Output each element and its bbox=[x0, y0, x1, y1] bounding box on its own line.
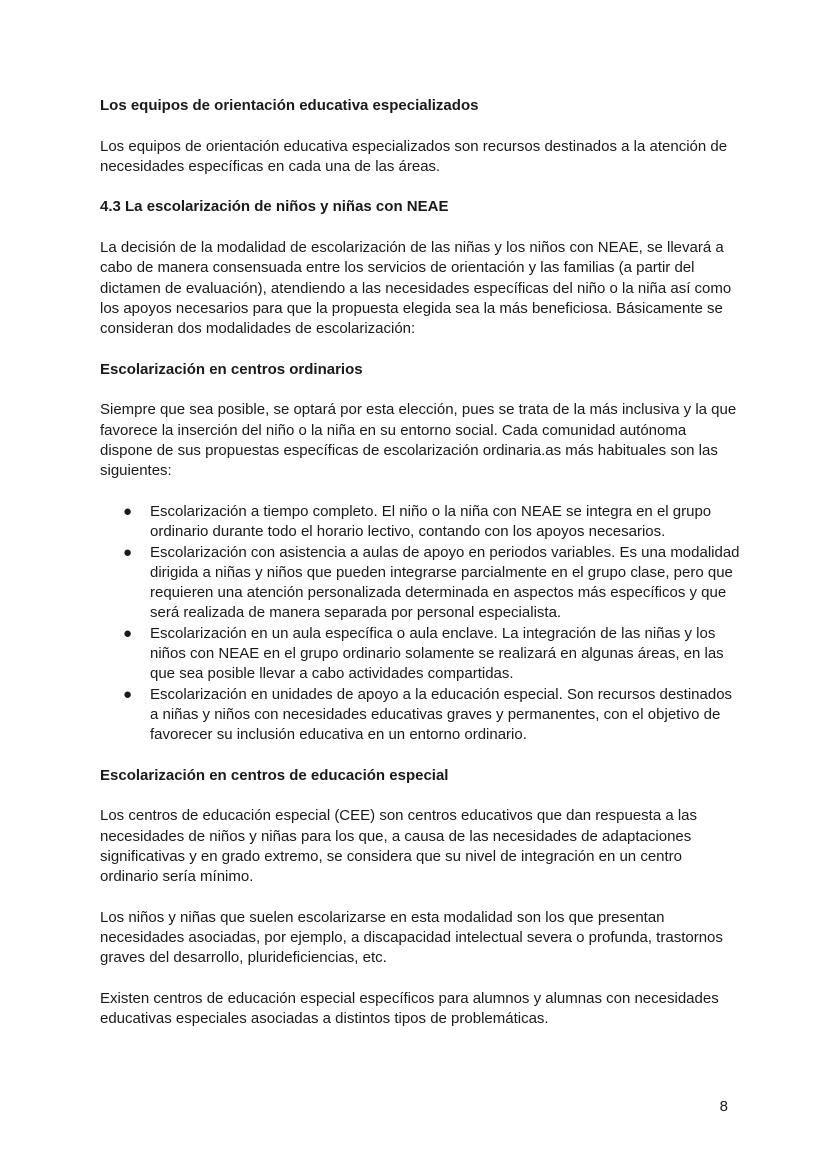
bullet-icon: ● bbox=[123, 543, 133, 561]
page-number: 8 bbox=[719, 1098, 728, 1115]
list-item bbox=[100, 502, 740, 543]
bullet-list-modalidades bbox=[100, 502, 740, 746]
bullet-icon: ● bbox=[123, 502, 133, 520]
list-item-text: Escolarización en un aula específica o aula enclave. La integración de las niñas y los niños con NEAE en el grupo ordinario solamente se realizará en algunas áreas, en las que sea posible llevar a cabo actividades compartidas. bbox=[150, 624, 724, 683]
paragraph-centros-ordinarios: Siempre que sea posible, se optará por esta elección, pues se trata de la más inclusiva y la que favorece la inserción del niño o la niña en su entorno social. Cada comunidad autónoma dispone de sus propuestas específicas de escolarización ordinaria.as más habituales son las siguientes: bbox=[100, 401, 737, 480]
paragraph-ninos-modalidad: Los niños y niñas que suelen escolarizarse en esta modalidad son los que presentan necesidades asociadas, por ejemplo, a discapacidad intelectual severa o profunda, trastornos graves del desarrollo, plurideficiencias, etc. bbox=[100, 908, 723, 967]
paragraph-equipos: Los equipos de orientación educativa especializados son recursos destinados a la atención de necesidades específicas en cada una de las áreas. bbox=[100, 137, 728, 175]
paragraph-centros-especificos: Existen centros de educación especial específicos para alumnos y alumnas con necesidades educativas especiales asociadas a distintos tipos de problemáticas. bbox=[100, 990, 719, 1028]
list-item-text: Escolarización en unidades de apoyo a la educación especial. Son recursos destinados a niñas y niños con necesidades educativas graves y permanentes, con el objetivo de favorecer su inclusión educativa en un entorno ordinario. bbox=[150, 685, 733, 744]
list-item-text: Escolarización a tiempo completo. El niño o la niña con NEAE se integra en el grupo ordinario durante todo el horario lectivo, contando con los apoyos necesarios. bbox=[150, 502, 712, 541]
section-heading-escolarizacion-neae: 4.3 La escolarización de niños y niñas con NEAE bbox=[100, 198, 449, 216]
section-heading-centros-ordinarios: Escolarización en centros ordinarios bbox=[100, 360, 363, 378]
list-item-text: Escolarización con asistencia a aulas de apoyo en periodos variables. Es una modalidad dirigida a niñas y niños que pueden integrarse parcialmente en el grupo clase, pero que requieren una atención personalizada determinada en aspectos más específicos y que será realizada de manera separada por personal especialista. bbox=[150, 543, 740, 622]
paragraph-cee: Los centros de educación especial (CEE) son centros educativos que dan respuesta a las necesidades de niños y niñas para los que, a causa de las necesidades de adaptaciones significativas y en grado extremo, se considera que su nivel de integración en un centro ordinario sería mínimo. bbox=[100, 807, 698, 886]
paragraph-modalidad: La decisión de la modalidad de escolarización de las niñas y los niños con NEAE, se llevará a cabo de manera consensuada entre los servicios de orientación y las familias (a partir del dictamen de evaluación), atendiendo a las necesidades específicas del niño o la niña así como los apoyos necesarios para que la propuesta elegida sea la más beneficiosa. Básicamente se consideran dos modalidades de escolarización: bbox=[100, 239, 732, 338]
list-item bbox=[100, 543, 740, 624]
bullet-icon: ● bbox=[123, 685, 133, 703]
document-page bbox=[100, 96, 740, 1030]
section-heading-equipos: Los equipos de orientación educativa especializados bbox=[100, 97, 479, 114]
list-item bbox=[100, 685, 740, 746]
bullet-icon: ● bbox=[123, 624, 133, 642]
list-item bbox=[100, 624, 740, 685]
section-heading-educacion-especial: Escolarización en centros de educación especial bbox=[100, 766, 449, 784]
